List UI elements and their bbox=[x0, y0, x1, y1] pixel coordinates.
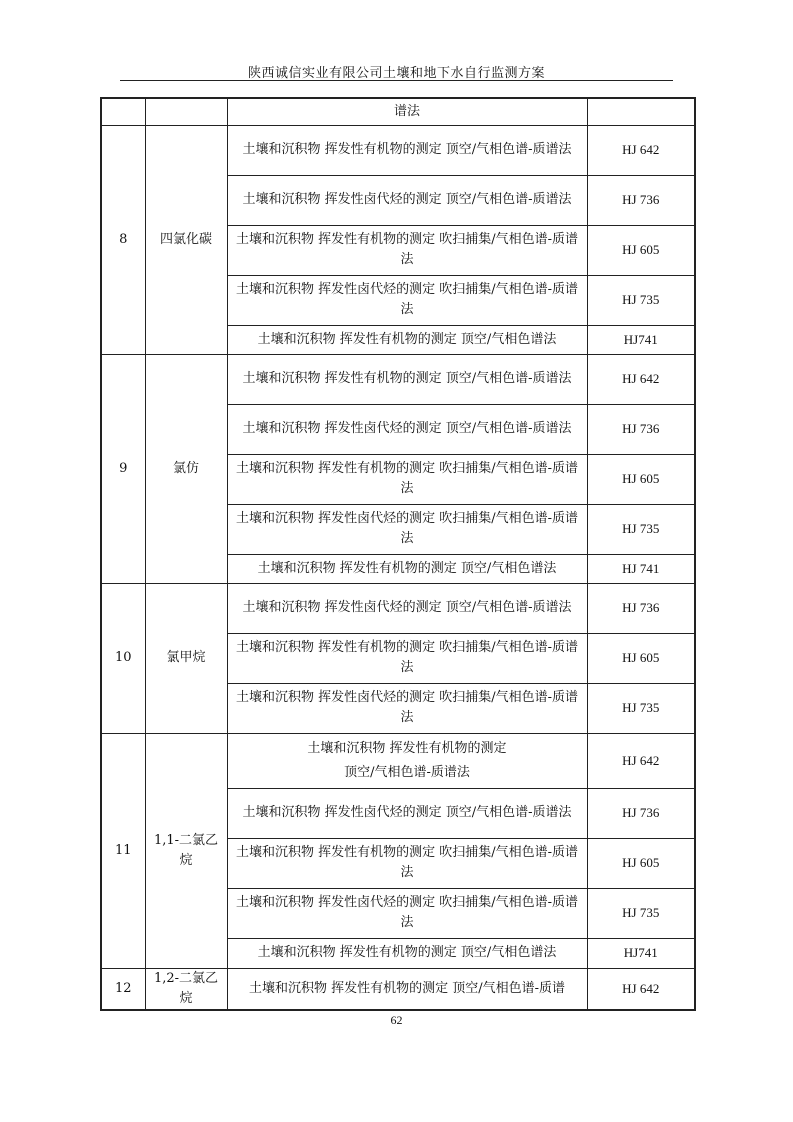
method-cell: 土壤和沉积物 挥发性卤代烃的测定 顶空/气相色谱-质谱法 bbox=[227, 175, 587, 225]
method-cell: 土壤和沉积物 挥发性卤代烃的测定 顶空/气相色谱-质谱法 bbox=[227, 404, 587, 454]
compound-cell: 氯甲烷 bbox=[145, 583, 227, 733]
method-cell: 土壤和沉积物 挥发性卤代烃的测定 吹扫捕集/气相色谱-质谱法 bbox=[227, 888, 587, 938]
table-row bbox=[101, 354, 695, 404]
no-cell: 9 bbox=[101, 354, 145, 583]
table-row bbox=[101, 583, 695, 633]
method-cell: 土壤和沉积物 挥发性有机物的测定 吹扫捕集/气相色谱-质谱法 bbox=[227, 225, 587, 275]
method-cell: 土壤和沉积物 挥发性有机物的测定 吹扫捕集/气相色谱-质谱法 bbox=[227, 838, 587, 888]
standard-cell: HJ 642 bbox=[587, 968, 695, 1010]
method-cell bbox=[227, 733, 587, 788]
method-cell: 土壤和沉积物 挥发性有机物的测定 顶空/气相色谱法 bbox=[227, 325, 587, 354]
standard-cell: HJ 736 bbox=[587, 583, 695, 633]
table-row bbox=[101, 125, 695, 175]
standard-cell: HJ 736 bbox=[587, 404, 695, 454]
compound-cell: 1,2-二氯乙烷 bbox=[145, 968, 227, 1010]
method-cell: 土壤和沉积物 挥发性卤代烃的测定 吹扫捕集/气相色谱-质谱法 bbox=[227, 504, 587, 554]
standard-cell: HJ 605 bbox=[587, 838, 695, 888]
method-cell: 土壤和沉积物 挥发性有机物的测定 顶空/气相色谱-质谱 bbox=[227, 968, 587, 1010]
method-cell: 土壤和沉积物 挥发性卤代烃的测定 顶空/气相色谱-质谱法 bbox=[227, 788, 587, 838]
method-cell: 土壤和沉积物 挥发性有机物的测定 顶空/气相色谱法 bbox=[227, 554, 587, 583]
page-number: 62 bbox=[390, 1013, 403, 1027]
standard-cell: HJ 736 bbox=[587, 175, 695, 225]
method-cell: 谱法 bbox=[227, 98, 587, 125]
page-header-title: 陕西诚信实业有限公司土壤和地下水自行监测方案 bbox=[247, 66, 545, 81]
standard-cell: HJ 735 bbox=[587, 683, 695, 733]
standard-cell: HJ 735 bbox=[587, 888, 695, 938]
no-cell: 12 bbox=[101, 968, 145, 1010]
compound-cell: 1,1-二氯乙烷 bbox=[145, 733, 227, 968]
header-rule bbox=[120, 80, 673, 81]
method-line: 顶空/气相色谱-质谱法 bbox=[344, 764, 470, 780]
standard-cell: HJ741 bbox=[587, 325, 695, 354]
compound-cell: 四氯化碳 bbox=[145, 125, 227, 354]
standard-cell: HJ 736 bbox=[587, 788, 695, 838]
method-cell: 土壤和沉积物 挥发性有机物的测定 顶空/气相色谱-质谱法 bbox=[227, 125, 587, 175]
method-line: 土壤和沉积物 挥发性有机物的测定 bbox=[307, 740, 507, 756]
monitoring-methods-table bbox=[100, 97, 696, 1011]
table-row bbox=[101, 968, 695, 1010]
standard-cell: HJ 642 bbox=[587, 733, 695, 788]
compound-cell: 氯仿 bbox=[145, 354, 227, 583]
table-row bbox=[101, 733, 695, 788]
standard-cell: HJ 642 bbox=[587, 125, 695, 175]
method-cell: 土壤和沉积物 挥发性卤代烃的测定 吹扫捕集/气相色谱-质谱法 bbox=[227, 275, 587, 325]
standard-cell bbox=[587, 98, 695, 125]
table-row bbox=[101, 98, 695, 125]
method-cell: 土壤和沉积物 挥发性有机物的测定 吹扫捕集/气相色谱-质谱法 bbox=[227, 454, 587, 504]
no-cell: 10 bbox=[101, 583, 145, 733]
standard-cell: HJ 605 bbox=[587, 454, 695, 504]
standard-cell: HJ 735 bbox=[587, 504, 695, 554]
method-cell: 土壤和沉积物 挥发性卤代烃的测定 吹扫捕集/气相色谱-质谱法 bbox=[227, 683, 587, 733]
standard-cell: HJ 605 bbox=[587, 633, 695, 683]
no-cell: 8 bbox=[101, 125, 145, 354]
compound-cell bbox=[145, 98, 227, 125]
standard-cell: HJ 605 bbox=[587, 225, 695, 275]
standard-cell: HJ 741 bbox=[587, 554, 695, 583]
no-cell bbox=[101, 98, 145, 125]
method-cell: 土壤和沉积物 挥发性有机物的测定 顶空/气相色谱-质谱法 bbox=[227, 354, 587, 404]
standard-cell: HJ 735 bbox=[587, 275, 695, 325]
method-cell: 土壤和沉积物 挥发性有机物的测定 吹扫捕集/气相色谱-质谱法 bbox=[227, 633, 587, 683]
standard-cell: HJ741 bbox=[587, 938, 695, 968]
method-cell: 土壤和沉积物 挥发性有机物的测定 顶空/气相色谱法 bbox=[227, 938, 587, 968]
method-cell: 土壤和沉积物 挥发性卤代烃的测定 顶空/气相色谱-质谱法 bbox=[227, 583, 587, 633]
standard-cell: HJ 642 bbox=[587, 354, 695, 404]
no-cell: 11 bbox=[101, 733, 145, 968]
